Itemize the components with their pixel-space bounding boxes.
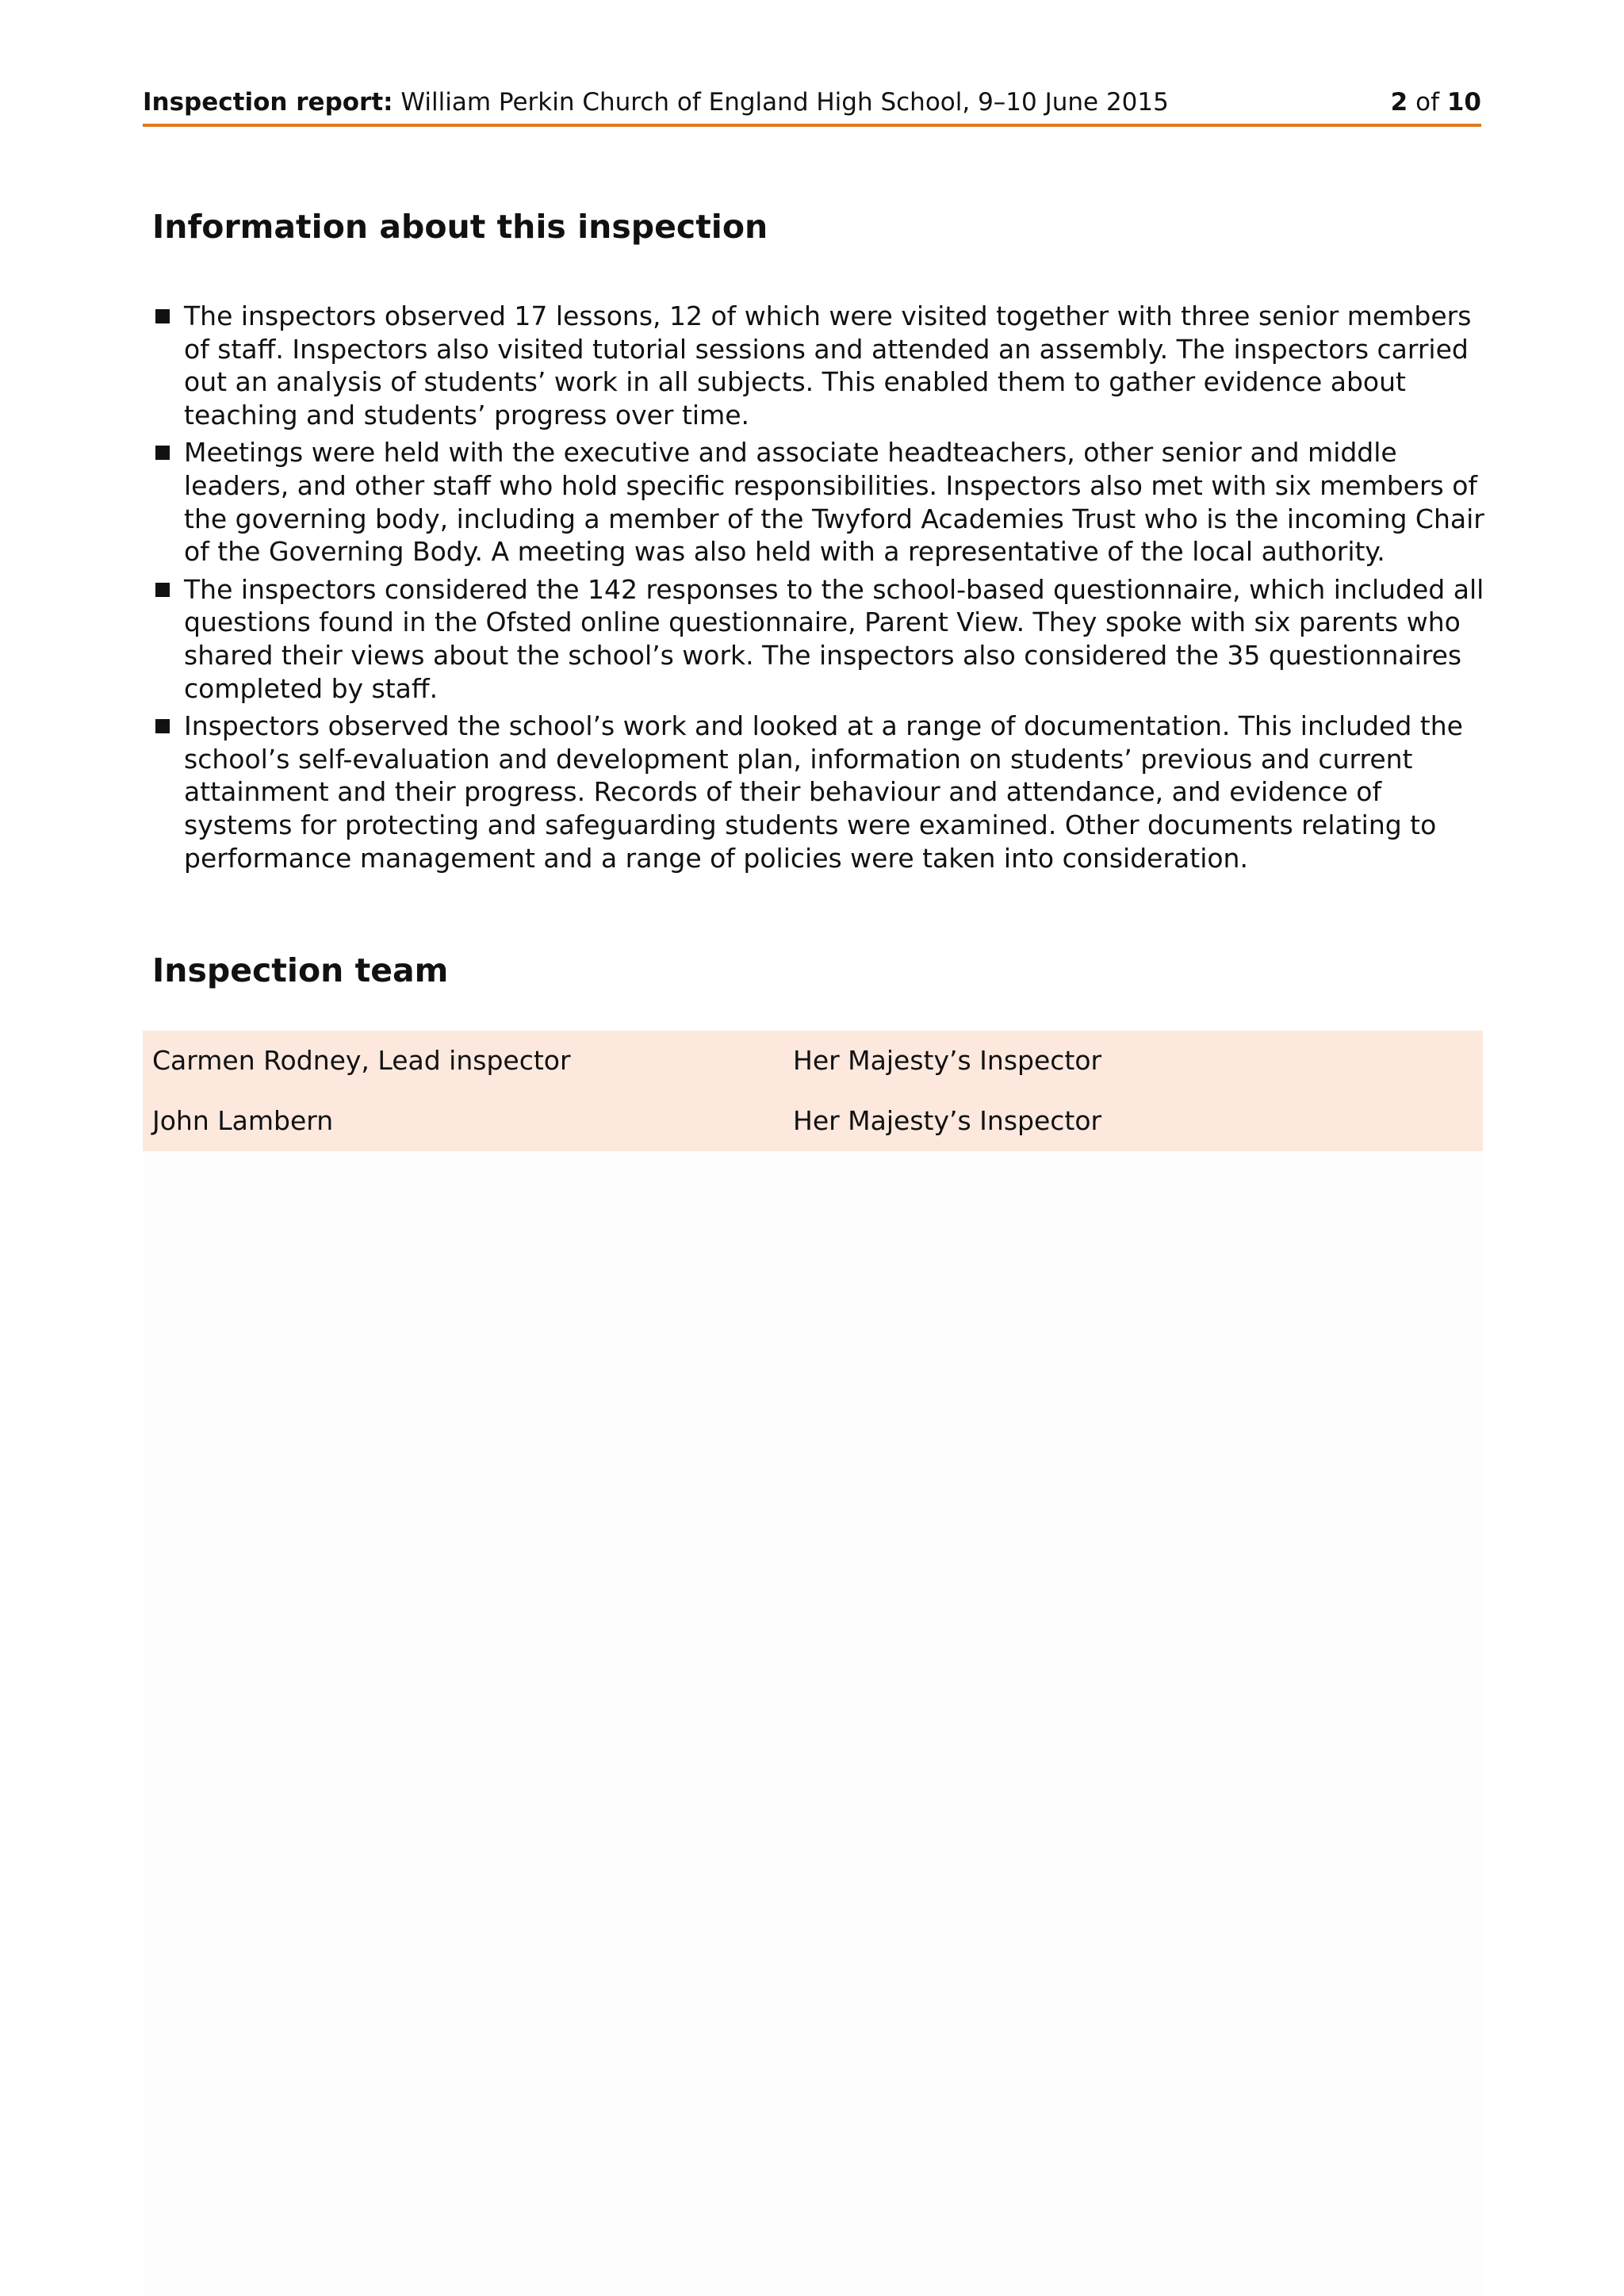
page-total: 10 [1446, 88, 1481, 117]
report-title: William Perkin Church of England High School, 9–10 June 2015 [400, 88, 1169, 117]
team-table [143, 1031, 1483, 1151]
list-item [152, 300, 1484, 431]
bullet-text: The inspectors considered the 142 responses to the school-based questionnaire, which included all questions found in the Ofsted online questionnaire, Parent View. They spoke with six parents who shared their views about the school’s work. The inspectors also considered the 35 questionnaires completed by staff. [184, 573, 1484, 704]
member-role: Her Majesty’s Inspector [793, 1105, 1102, 1136]
info-bullet-list [152, 300, 1484, 879]
member-name: John Lambern [152, 1105, 334, 1136]
member-role: Her Majesty’s Inspector [793, 1045, 1102, 1076]
page-current: 2 [1390, 88, 1408, 117]
square-bullet-icon [155, 583, 170, 597]
info-heading: Information about this inspection [152, 208, 768, 246]
bullet-text: The inspectors observed 17 lessons, 12 of which were visited together with three senior members of staff. Inspectors also visited tutorial sessions and attended an assembly. The inspectors carried out an analysis of students’ work in all subjects. This enabled them to gather evidence about teaching and students’ progress over time. [184, 300, 1472, 430]
page-lower-area [143, 1151, 1483, 2296]
table-row [143, 1031, 1483, 1091]
square-bullet-icon [155, 719, 170, 733]
page-number [1391, 84, 1481, 121]
member-name: Carmen Rodney, Lead inspector [152, 1045, 571, 1076]
square-bullet-icon [155, 309, 170, 323]
table-row [143, 1091, 1483, 1151]
list-item [152, 436, 1484, 568]
list-item [152, 573, 1484, 705]
page-of: of [1415, 88, 1439, 117]
page-header [143, 84, 1481, 127]
bullet-text: Meetings were held with the executive and associate headteachers, other senior and middle leaders, and other staff who hold specific responsibilities. Inspectors also met with six members of the governing body, including a member of the Twyford Academies Trust who is the incoming Chair of the Governing Body. A meeting was also held with a representative of the local authority. [184, 437, 1484, 568]
header-title [143, 84, 1169, 121]
team-heading: Inspection team [152, 951, 449, 989]
report-label: Inspection report: [143, 88, 393, 117]
bullet-text: Inspectors observed the school’s work and looked at a range of documentation. This included the school’s self-evaluation and development plan, information on students’ previous and current attainment and their progress. Records of their behaviour and attendance, and evidence of systems for protecting and safeguarding students were examined. Other documents relating to performance management and a range of policies were taken into consideration. [184, 710, 1463, 874]
list-item [152, 710, 1484, 874]
square-bullet-icon [155, 446, 170, 460]
